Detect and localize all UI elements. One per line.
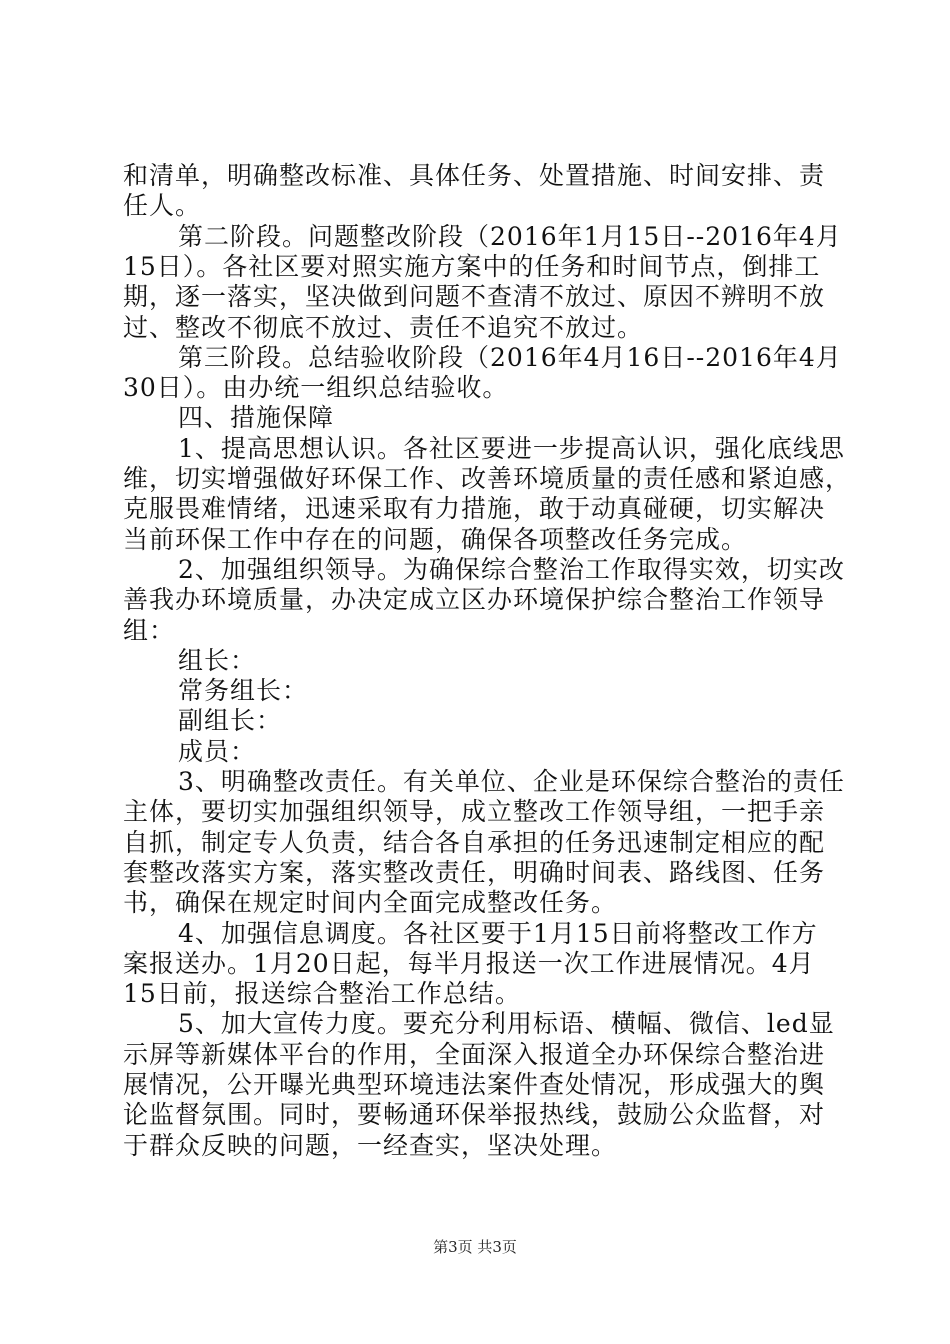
text-line: 副组长： [178,706,283,736]
text-line: 主体，要切实加强组织领导，成立整改工作领导组，一把手亲 [123,797,826,827]
text-line: 自抓，制定专人负责，结合各自承担的任务迅速制定相应的配 [123,827,826,857]
text-line: 克服畏难情绪，迅速采取有力措施，敢于动真碰硬，切实解决 [123,494,826,524]
text-line: 书，确保在规定时间内全面完成整改任务。 [123,888,618,918]
text-line: 维，切实增强做好环保工作、改善环境质量的责任感和紧迫感， [123,464,852,493]
text-line: 第三阶段。总结验收阶段（2016年4月16日--2016年4月 [178,342,842,372]
text-line: 3、明确整改责任。有关单位、企业是环保综合整治的责任 [178,767,845,796]
text-line: 成员： [178,736,257,766]
text-line: 当前环保工作中存在的问题，确保各项整改任务完成。 [123,524,748,554]
text-line: 过、整改不彻底不放过、责任不追究不放过。 [123,312,644,342]
text-line: 4、加强信息调度。各社区要于1月15日前将整改工作方 [178,918,818,948]
text-line: 2、加强组织领导。为确保综合整治工作取得实效，切实改 [178,554,845,584]
text-line: 和清单，明确整改标准、具体任务、处置措施、时间安排、责 [123,161,826,190]
text-line: 论监督氛围。同时，要畅通环保举报热线，鼓励公众监督，对 [123,1100,826,1130]
text-line: 常务组长： [178,676,309,706]
text-line: 1、提高思想认识。各社区要进一步提高认识，强化底线思 [178,433,845,463]
text-line: 第二阶段。问题整改阶段（2016年1月15日--2016年4月 [178,221,842,251]
page-footer: 第3页 共3页 [433,1238,517,1256]
text-line: 任人。 [123,191,202,221]
text-line: 30日）。由办统一组织总结验收。 [123,373,509,403]
text-line: 四、措施保障 [178,403,335,433]
text-line: 展情况，公开曝光典型环境违法案件查处情况，形成强大的舆 [123,1070,826,1099]
text-line: 5、加大宣传力度。要充分利用标语、横幅、微信、led显 [178,1009,835,1039]
text-line: 15日前，报送综合整治工作总结。 [123,979,521,1009]
text-line: 于群众反映的问题，一经查实，坚决处理。 [123,1130,618,1160]
text-line: 组： [123,615,176,645]
text-line: 组长： [178,645,257,675]
text-line: 套整改落实方案，落实整改责任，明确时间表、路线图、任务 [123,857,826,887]
text-line: 示屏等新媒体平台的作用，全面深入报道全办环保综合整治进 [123,1039,826,1069]
text-line: 15日）。各社区要对照实施方案中的任务和时间节点，倒排工 [123,251,821,281]
text-line: 善我办环境质量，办决定成立区办环境保护综合整治工作领导 [123,585,826,615]
text-line: 案报送办。1月20日起，每半月报送一次工作进展情况。4月 [123,948,815,978]
text-line: 期，逐一落实，坚决做到问题不查清不放过、原因不辨明不放 [123,282,826,312]
